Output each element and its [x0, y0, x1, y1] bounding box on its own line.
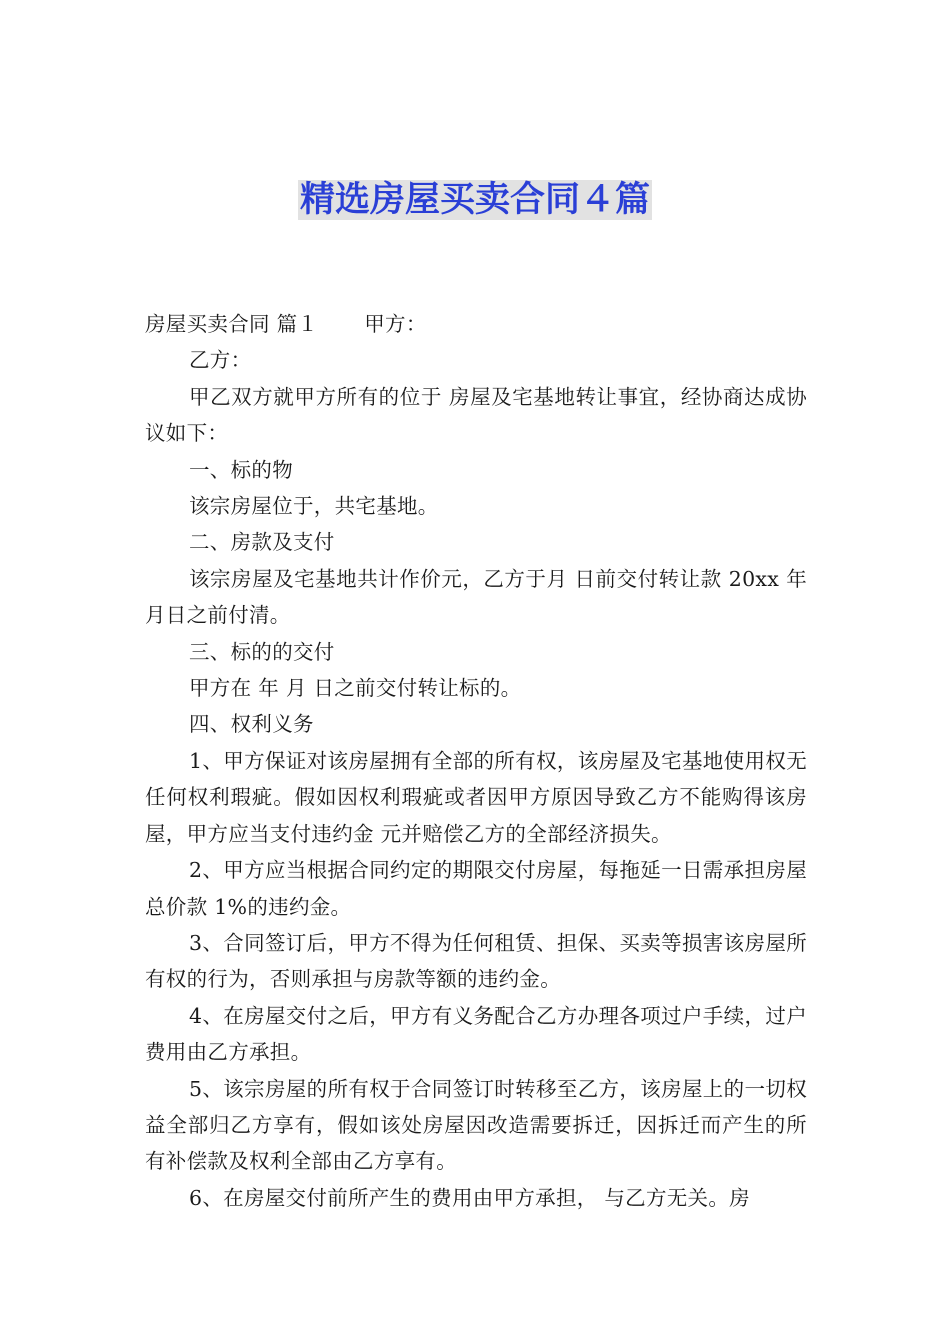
party-a-label: 甲方：: [364, 312, 427, 336]
section-heading-rights: 四、权利义务: [189, 712, 314, 737]
clause-4: 4、在房屋交付之后，甲方有义务配合乙方办理各项过户手续，过户费用由乙方承担。: [145, 1003, 807, 1065]
clause-2: 2、甲方应当根据合同约定的期限交付房屋，每拖延一日需承担房屋总价款 1%的违约金。: [145, 858, 807, 919]
payment-description: 该宗房屋及宅基地共计作价元，乙方于月 日前交付转让款 20xx 年月日之前付清。: [145, 566, 807, 628]
section-heading-delivery: 三、标的的交付: [189, 639, 335, 664]
clause-1: 1、甲方保证对该房屋拥有全部的所有权，该房屋及宅基地使用权无任何权利瑕疵。假如因权利瑕疵或者因甲方原因导致乙方不能购得该房屋，甲方应当支付违约金 元并赔偿乙方的全部经济损失。: [145, 748, 807, 846]
clause-3: 3、合同签订后，甲方不得为任何租赁、担保、买卖等损害该房屋所有权的行为，否则承担与房款等额的违约金。: [145, 930, 807, 992]
section-heading-subject: 一、标的物: [189, 457, 293, 482]
subject-description: 该宗房屋位于，共宅基地。: [189, 494, 439, 519]
clause-6: 6、在房屋交付前所产生的费用由甲方承担， 与乙方无关。房: [189, 1185, 750, 1210]
document-title: [0, 178, 950, 222]
contract-body: [145, 306, 807, 1216]
document-title-text: 精选房屋买卖合同４篇: [299, 180, 650, 220]
clause-5: 5、该宗房屋的所有权于合同签订时转移至乙方，该房屋上的一切权益全部归乙方享有，假如该处房屋因改造需要拆迁，因拆迁而产生的所有补偿款及权利全部由乙方享有。: [145, 1076, 807, 1174]
contract-part-label: 房屋买卖合同 篇１: [145, 312, 319, 336]
party-b-label: 乙方：: [189, 348, 252, 373]
contract-header-line: [145, 306, 807, 342]
section-heading-payment: 二、房款及支付: [189, 530, 335, 555]
delivery-description: 甲方在 年 月 日之前交付转让标的。: [189, 676, 522, 701]
agreement-intro: 甲乙双方就甲方所有的位于 房屋及宅基地转让事宜，经协商达成协议如下：: [145, 384, 807, 446]
